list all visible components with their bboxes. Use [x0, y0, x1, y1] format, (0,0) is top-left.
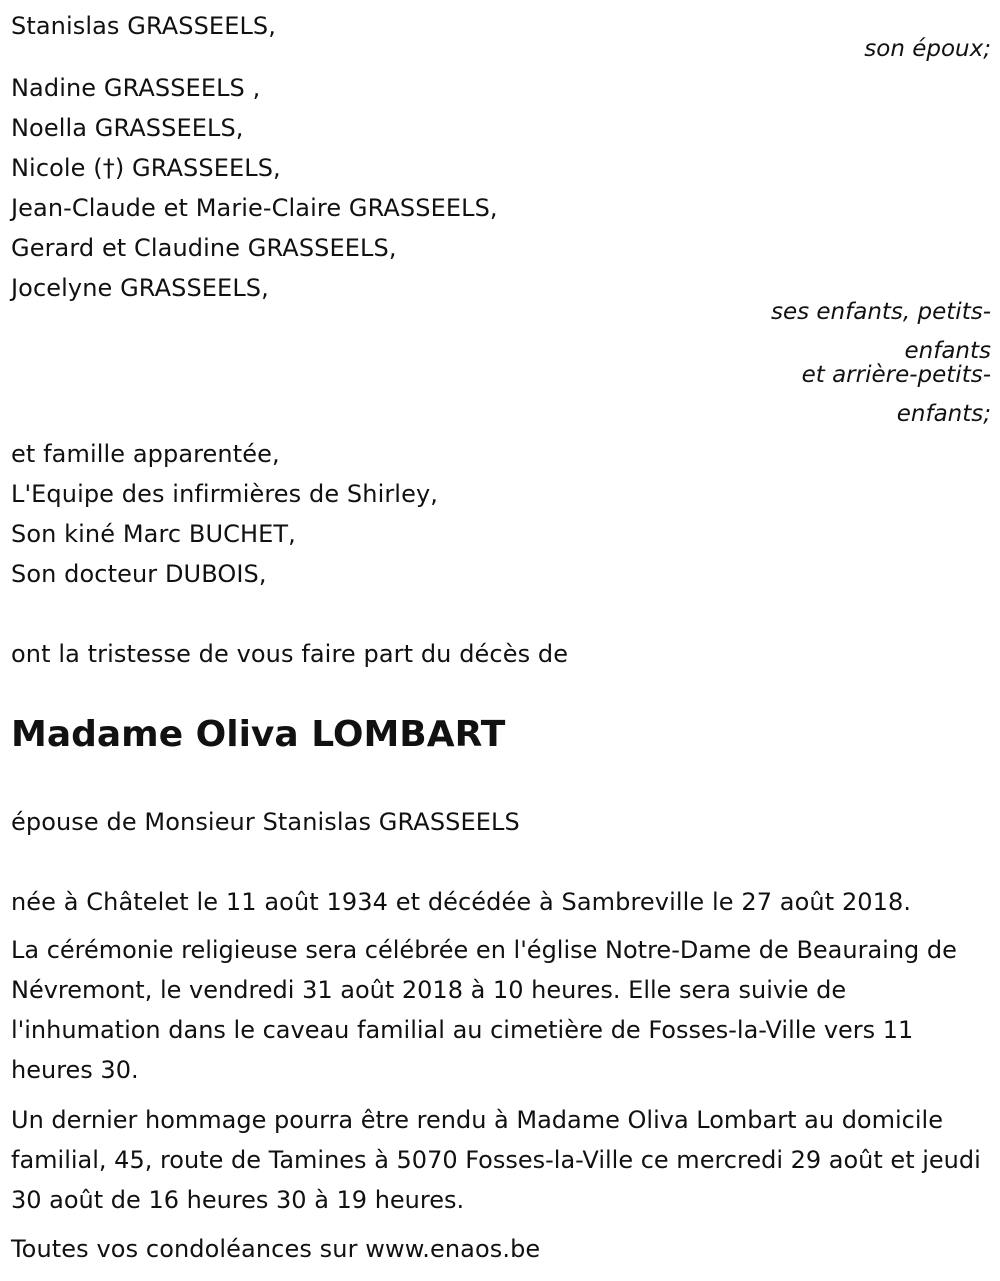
- deceased-name: Madame Oliva LOMBART: [11, 714, 506, 755]
- child-5: Gerard et Claudine GRASSEELS,: [11, 234, 397, 262]
- child-3: Nicole (†) GRASSEELS,: [11, 154, 281, 182]
- ceremony-paragraph: La cérémonie religieuse sera célébrée en l'église Notre-Dame de Beauraing de Névremont, le vendredi 31 août 2018 à 10 heures. Elle sera suivie de l'inhumation dans le caveau familial au cimetière de Fosses-la-Ville vers 11 heures 30.: [11, 936, 957, 1084]
- child-1: Nadine GRASSEELS ,: [11, 74, 261, 102]
- husband-name: Stanislas GRASSEELS,: [11, 12, 276, 40]
- children-role-line-4: enfants;: [896, 401, 991, 427]
- children-role-line-3: et arrière-petits-: [801, 362, 991, 388]
- condolences-line: Toutes vos condoléances sur www.enaos.be: [11, 1235, 541, 1263]
- birth-death: née à Châtelet le 11 août 1934 et décédée à Sambreville le 27 août 2018.: [11, 888, 912, 916]
- other-2: L'Equipe des infirmières de Shirley,: [11, 480, 438, 508]
- husband-role: son époux;: [864, 36, 991, 62]
- children-role-line-1: ses enfants, petits-: [770, 299, 991, 325]
- child-4: Jean-Claude et Marie-Claire GRASSEELS,: [11, 194, 498, 222]
- other-3: Son kiné Marc BUCHET,: [11, 520, 296, 548]
- spouse-line: épouse de Monsieur Stanislas GRASSEELS: [11, 808, 520, 836]
- other-1: et famille apparentée,: [11, 440, 280, 468]
- announcement: ont la tristesse de vous faire part du décès de: [11, 640, 569, 668]
- child-2: Noella GRASSEELS,: [11, 114, 244, 142]
- child-6: Jocelyne GRASSEELS,: [11, 274, 269, 302]
- other-4: Son docteur DUBOIS,: [11, 560, 267, 588]
- tribute-paragraph: Un dernier hommage pourra être rendu à Madame Oliva Lombart au domicile familial, 45, route de Tamines à 5070 Fosses-la-Ville ce mercredi 29 août et jeudi 30 août de 16 heures 30 à 19 heures.: [11, 1106, 981, 1214]
- children-role-line-2: enfants: [904, 338, 991, 364]
